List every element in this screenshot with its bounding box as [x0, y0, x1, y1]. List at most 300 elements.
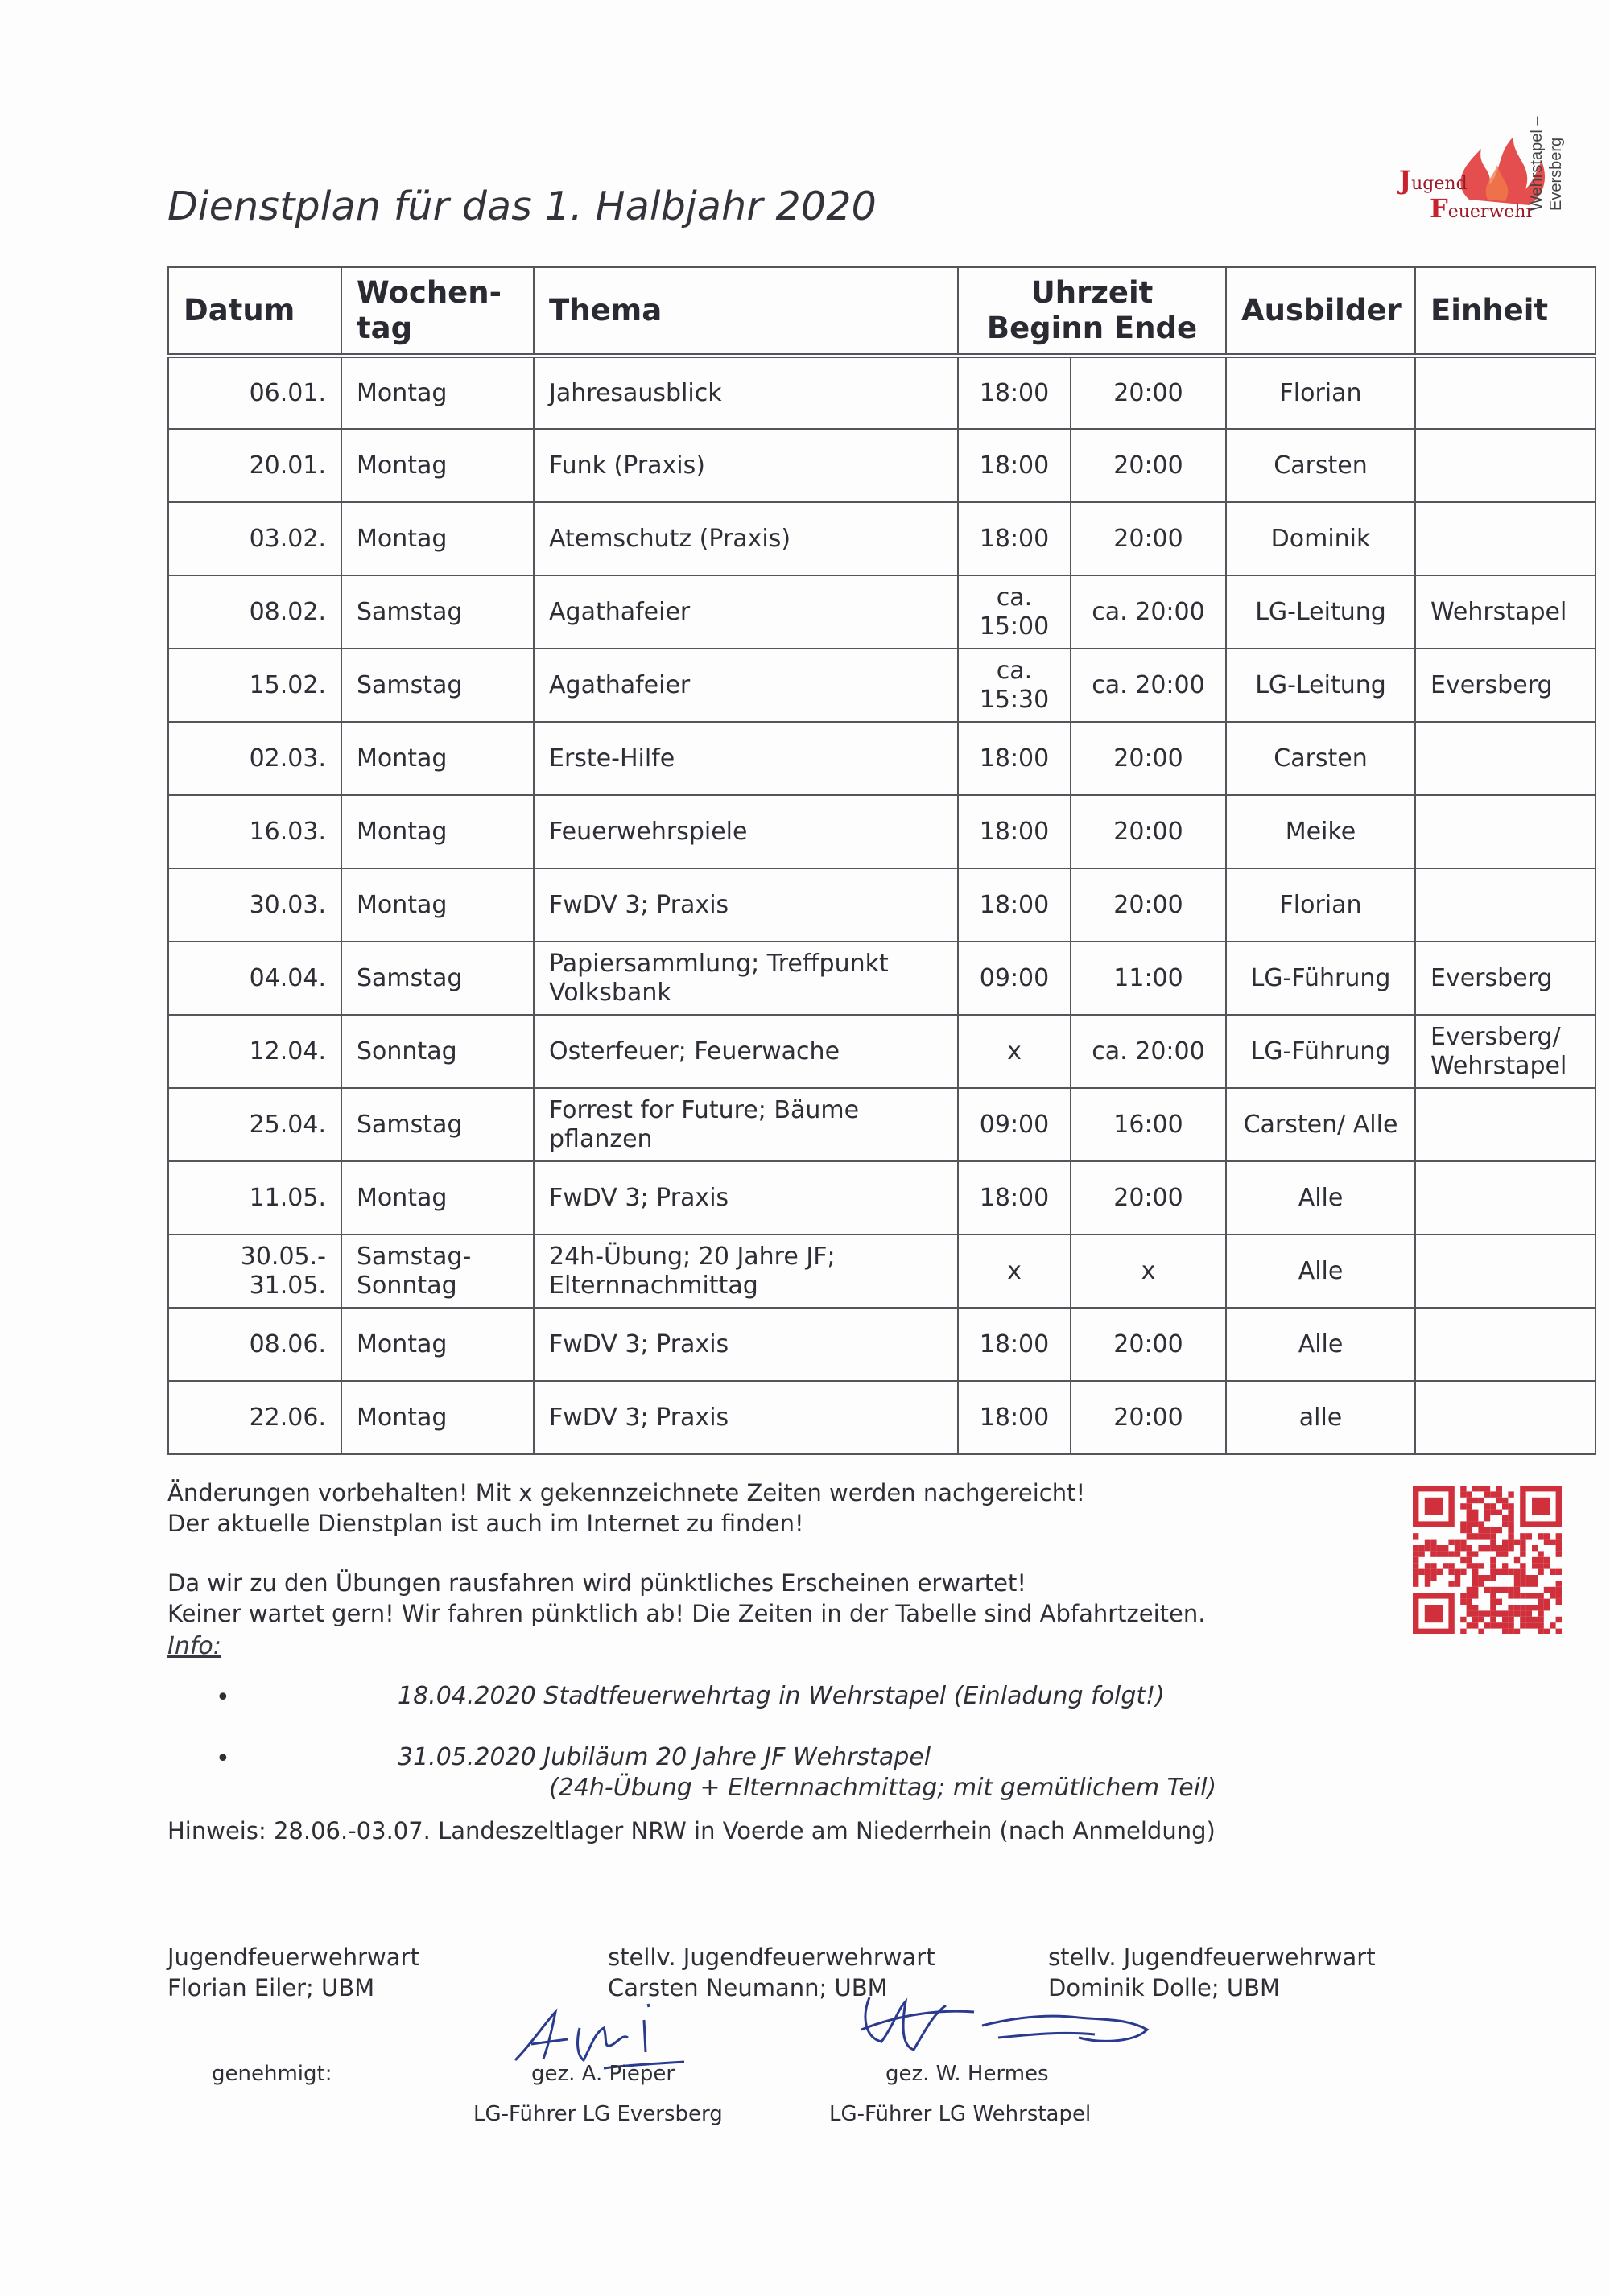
cell-datum: 12.04. — [168, 1015, 341, 1088]
qr-module — [1514, 1540, 1520, 1545]
qr-module — [1460, 1540, 1466, 1545]
cell-einheit — [1415, 722, 1596, 795]
cell-ende: 16:00 — [1071, 1088, 1226, 1161]
cell-beginn: 09:00 — [958, 942, 1071, 1015]
qr-module — [1520, 1617, 1525, 1622]
hinweis-text: Hinweis: 28.06.-03.07. Landeszeltlager NRW in Voerde am Niederrhein (nach Anmeldung) — [167, 1817, 1216, 1845]
qr-module — [1496, 1551, 1502, 1556]
qr-module — [1520, 1569, 1525, 1575]
cell-thema: Atemschutz (Praxis) — [534, 502, 958, 575]
cell-einheit — [1415, 356, 1596, 429]
cell-ausbilder: Carsten — [1226, 722, 1415, 795]
qr-module — [1460, 1629, 1466, 1634]
qr-module — [1490, 1617, 1496, 1622]
cell-ende: 20:00 — [1071, 722, 1226, 795]
qr-module — [1484, 1491, 1490, 1497]
qr-module — [1502, 1629, 1508, 1634]
cell-thema: Agathafeier — [534, 649, 958, 722]
cell-einheit: Eversberg — [1415, 649, 1596, 722]
logo-text-jugend: Jugend — [1399, 165, 1468, 196]
qr-module — [1478, 1521, 1484, 1527]
cell-einheit — [1415, 1308, 1596, 1381]
qr-module — [1490, 1610, 1496, 1616]
qr-module — [1467, 1503, 1472, 1509]
table-header-row — [168, 267, 1596, 356]
qr-module — [1460, 1521, 1466, 1527]
qr-module — [1520, 1533, 1525, 1539]
qr-module — [1472, 1617, 1478, 1622]
qr-module — [1538, 1593, 1543, 1598]
cell-ausbilder: Florian — [1226, 868, 1415, 942]
qr-module — [1532, 1557, 1538, 1563]
signature-col-1: Jugendfeuerwehrwart Florian Eiler; UBM — [167, 1944, 419, 2001]
qr-module — [1448, 1551, 1454, 1556]
qr-module — [1490, 1587, 1496, 1593]
qr-module — [1490, 1540, 1496, 1545]
qr-module — [1425, 1581, 1430, 1586]
qr-module — [1550, 1593, 1555, 1598]
cell-wochentag: Samstag — [341, 575, 534, 649]
qr-module — [1425, 1498, 1443, 1515]
qr-module — [1550, 1587, 1555, 1593]
qr-module — [1413, 1533, 1418, 1539]
qr-module — [1538, 1629, 1543, 1634]
cell-datum: 08.06. — [168, 1308, 341, 1381]
cell-ausbilder: Carsten — [1226, 429, 1415, 502]
cell-wochentag: Samstag — [341, 942, 534, 1015]
cell-ausbilder: LG-Leitung — [1226, 575, 1415, 649]
qr-module — [1490, 1599, 1496, 1605]
qr-module — [1496, 1587, 1502, 1593]
cell-wochentag: Sonntag — [341, 1015, 534, 1088]
qr-module — [1472, 1551, 1478, 1556]
qr-module — [1544, 1533, 1550, 1539]
cell-datum: 04.04. — [168, 942, 341, 1015]
cell-datum: 16.03. — [168, 795, 341, 868]
qr-module — [1544, 1540, 1550, 1545]
qr-module — [1502, 1551, 1508, 1556]
table-row — [168, 722, 1596, 795]
info-item-2: 31.05.2020 Jubiläum 20 Jahre JF Wehrstapel (24h-Übung + Elternnachmittag; mit gemütlichem Teil) — [398, 1743, 1217, 1802]
qr-module — [1467, 1610, 1472, 1616]
qr-module — [1467, 1557, 1472, 1563]
qr-module — [1437, 1569, 1443, 1575]
qr-module — [1478, 1610, 1484, 1616]
qr-module — [1472, 1575, 1478, 1581]
cell-ende: 20:00 — [1071, 795, 1226, 868]
cell-beginn: 18:00 — [958, 356, 1071, 429]
qr-module — [1467, 1521, 1472, 1527]
cell-wochentag: Samstag — [341, 649, 534, 722]
qr-module — [1472, 1610, 1478, 1616]
table-row — [168, 1015, 1596, 1088]
qr-module — [1526, 1610, 1532, 1616]
qr-module — [1472, 1587, 1478, 1593]
qr-module — [1460, 1599, 1466, 1605]
cell-einheit — [1415, 1235, 1596, 1308]
cell-beginn: ca. 15:30 — [958, 649, 1071, 722]
qr-module — [1520, 1605, 1525, 1610]
qr-module — [1413, 1551, 1418, 1556]
qr-module — [1520, 1540, 1525, 1545]
qr-module — [1496, 1510, 1502, 1515]
qr-module — [1418, 1551, 1424, 1556]
qr-module — [1467, 1599, 1472, 1605]
qr-module — [1430, 1545, 1436, 1551]
table-row — [168, 795, 1596, 868]
qr-module — [1425, 1569, 1430, 1575]
qr-module — [1556, 1629, 1562, 1634]
header-uhrzeit: Uhrzeit Beginn Ende — [958, 267, 1226, 356]
qr-module — [1490, 1575, 1496, 1581]
qr-module — [1556, 1617, 1562, 1622]
note-line: Da wir zu den Übungen rausfahren wird pünktliches Erscheinen erwartet! — [167, 1569, 1026, 1597]
cell-beginn: x — [958, 1235, 1071, 1308]
qr-module — [1472, 1533, 1478, 1539]
qr-module — [1550, 1622, 1555, 1628]
header-datum: Datum — [168, 267, 341, 356]
cell-thema: FwDV 3; Praxis — [534, 1161, 958, 1235]
notes-block — [167, 1478, 1205, 1629]
qr-module — [1514, 1629, 1520, 1634]
qr-module — [1532, 1498, 1550, 1515]
qr-module — [1508, 1503, 1513, 1509]
cell-ende: ca. 20:00 — [1071, 575, 1226, 649]
qr-module — [1556, 1581, 1562, 1586]
qr-module — [1460, 1491, 1466, 1497]
cell-wochentag: Montag — [341, 429, 534, 502]
table-row — [168, 1161, 1596, 1235]
qr-module — [1556, 1551, 1562, 1556]
qr-module — [1478, 1527, 1484, 1533]
qr-module — [1460, 1569, 1466, 1575]
logo-vertical-text: Wehrstapel – Eversberg — [1528, 116, 1565, 211]
cell-ende: 20:00 — [1071, 502, 1226, 575]
qr-module — [1508, 1569, 1513, 1575]
qr-module — [1496, 1599, 1502, 1605]
qr-module — [1538, 1551, 1543, 1556]
qr-module — [1520, 1545, 1525, 1551]
qr-module — [1556, 1587, 1562, 1593]
qr-module — [1508, 1610, 1513, 1616]
cell-einheit — [1415, 502, 1596, 575]
cell-thema: FwDV 3; Praxis — [534, 1381, 958, 1454]
note-line: Änderungen vorbehalten! Mit x gekennzeichnete Zeiten werden nachgereicht! — [167, 1479, 1086, 1507]
qr-module — [1425, 1575, 1430, 1581]
qr-module — [1496, 1610, 1502, 1616]
qr-module — [1430, 1575, 1436, 1581]
qr-module — [1478, 1533, 1484, 1539]
qr-module — [1502, 1610, 1508, 1616]
cell-ende: 20:00 — [1071, 429, 1226, 502]
qr-module — [1526, 1581, 1532, 1586]
cell-ausbilder: Alle — [1226, 1235, 1415, 1308]
qr-module — [1418, 1569, 1424, 1575]
qr-module — [1443, 1551, 1448, 1556]
cell-thema: Jahresausblick — [534, 356, 958, 429]
qr-module — [1490, 1510, 1496, 1515]
qr-module — [1472, 1593, 1478, 1598]
qr-module — [1455, 1581, 1460, 1586]
qr-module — [1508, 1587, 1513, 1593]
logo-text-feuerwehr: Feuerwehr — [1430, 193, 1534, 224]
cell-ende: x — [1071, 1235, 1226, 1308]
qr-module — [1550, 1569, 1555, 1575]
cell-einheit: Wehrstapel — [1415, 575, 1596, 649]
qr-module — [1455, 1540, 1460, 1545]
qr-module — [1538, 1610, 1543, 1616]
table-row — [168, 502, 1596, 575]
cell-einheit: Eversberg — [1415, 942, 1596, 1015]
qr-module — [1425, 1605, 1443, 1622]
cell-ausbilder: alle — [1226, 1381, 1415, 1454]
cell-ende: 20:00 — [1071, 356, 1226, 429]
qr-module — [1538, 1557, 1543, 1563]
qr-module — [1520, 1575, 1525, 1581]
qr-module — [1484, 1515, 1490, 1521]
qr-module — [1490, 1527, 1496, 1533]
qr-module — [1455, 1575, 1460, 1581]
qr-module — [1430, 1551, 1436, 1556]
cell-beginn: x — [958, 1015, 1071, 1088]
qr-module — [1502, 1498, 1508, 1503]
qr-module — [1443, 1563, 1448, 1568]
qr-module — [1490, 1569, 1496, 1575]
cell-thema: Erste-Hilfe — [534, 722, 958, 795]
qr-module — [1514, 1587, 1520, 1593]
qr-module — [1460, 1527, 1466, 1533]
info-item-1: 18.04.2020 Stadtfeuerwehrtag in Wehrstapel (Einladung folgt!) — [398, 1682, 1165, 1710]
qr-module — [1502, 1540, 1508, 1545]
cell-wochentag: Montag — [341, 868, 534, 942]
qr-module — [1478, 1498, 1484, 1503]
qr-module — [1448, 1569, 1454, 1575]
cell-beginn: 18:00 — [958, 1161, 1071, 1235]
qr-module — [1472, 1515, 1478, 1521]
qr-module — [1508, 1527, 1513, 1533]
qr-module — [1508, 1491, 1513, 1497]
cell-thema: Funk (Praxis) — [534, 429, 958, 502]
cell-datum: 25.04. — [168, 1088, 341, 1161]
qr-module — [1514, 1593, 1520, 1598]
qr-module — [1508, 1593, 1513, 1598]
qr-module — [1467, 1545, 1472, 1551]
qr-module — [1413, 1563, 1418, 1568]
qr-module — [1502, 1587, 1508, 1593]
qr-module — [1520, 1581, 1525, 1586]
cell-ausbilder: Alle — [1226, 1161, 1415, 1235]
genehmigt-label: genehmigt: — [212, 2062, 332, 2086]
qr-module — [1544, 1587, 1550, 1593]
qr-module — [1496, 1622, 1502, 1628]
qr-module — [1455, 1551, 1460, 1556]
cell-wochentag: Montag — [341, 1381, 534, 1454]
qr-module — [1472, 1498, 1478, 1503]
qr-module — [1490, 1545, 1496, 1551]
qr-module — [1508, 1540, 1513, 1545]
table-row — [168, 1381, 1596, 1454]
cell-beginn: 18:00 — [958, 795, 1071, 868]
qr-module — [1556, 1533, 1562, 1539]
cell-einheit — [1415, 795, 1596, 868]
qr-module — [1520, 1610, 1525, 1616]
qr-module — [1556, 1569, 1562, 1575]
qr-module — [1472, 1563, 1478, 1568]
cell-beginn: 18:00 — [958, 1308, 1071, 1381]
qr-module — [1460, 1593, 1466, 1598]
qr-module — [1443, 1545, 1448, 1551]
cell-wochentag: Montag — [341, 722, 534, 795]
qr-module — [1538, 1599, 1543, 1605]
qr-module — [1502, 1569, 1508, 1575]
header-einheit: Einheit — [1415, 267, 1596, 356]
cell-datum: 03.02. — [168, 502, 341, 575]
qr-module — [1532, 1545, 1538, 1551]
qr-module — [1508, 1515, 1513, 1521]
gez-hermes: gez. W. Hermes — [886, 2062, 1049, 2086]
qr-module — [1508, 1617, 1513, 1622]
qr-module — [1484, 1503, 1490, 1509]
qr-module — [1478, 1486, 1484, 1491]
qr-module — [1413, 1581, 1418, 1586]
qr-module — [1413, 1575, 1418, 1581]
qr-module — [1478, 1575, 1484, 1581]
qr-module — [1490, 1605, 1496, 1610]
qr-module — [1496, 1569, 1502, 1575]
qr-module — [1484, 1622, 1490, 1628]
cell-datum: 11.05. — [168, 1161, 341, 1235]
table-row — [168, 1308, 1596, 1381]
table-row — [168, 1088, 1596, 1161]
header-thema: Thema — [534, 267, 958, 356]
cell-beginn: 09:00 — [958, 1088, 1071, 1161]
qr-module — [1544, 1629, 1550, 1634]
cell-datum: 06.01. — [168, 356, 341, 429]
qr-module — [1520, 1622, 1525, 1628]
cell-ende: 11:00 — [1071, 942, 1226, 1015]
qr-module — [1496, 1491, 1502, 1497]
qr-module — [1490, 1563, 1496, 1568]
qr-module — [1508, 1629, 1513, 1634]
cell-einheit — [1415, 429, 1596, 502]
qr-module — [1472, 1605, 1478, 1610]
qr-module — [1538, 1563, 1543, 1568]
gez-pieper: gez. A. Pieper — [531, 2062, 675, 2086]
qr-module — [1467, 1533, 1472, 1539]
qr-module — [1508, 1545, 1513, 1551]
qr-module — [1484, 1486, 1490, 1491]
qr-module — [1460, 1617, 1466, 1622]
cell-beginn: 18:00 — [958, 1381, 1071, 1454]
qr-module — [1538, 1605, 1543, 1610]
qr-module — [1520, 1551, 1525, 1556]
qr-module — [1478, 1581, 1484, 1586]
qr-module — [1508, 1521, 1513, 1527]
qr-module — [1526, 1622, 1532, 1628]
signature-col-3: stellv. Jugendfeuerwehrwart Dominik Dolle; UBM — [1048, 1944, 1376, 2001]
qr-module — [1514, 1610, 1520, 1616]
qr-module — [1478, 1563, 1484, 1568]
qr-module — [1520, 1563, 1525, 1568]
qr-module — [1508, 1622, 1513, 1628]
cell-thema: Forrest for Future; Bäume pflanzen — [534, 1088, 958, 1161]
note-line: Keiner wartet gern! Wir fahren pünktlich ab! Die Zeiten in der Tabelle sind Abfahrtzeiten. — [167, 1600, 1206, 1627]
qr-module — [1532, 1617, 1538, 1622]
qr-module — [1532, 1563, 1538, 1568]
qr-module — [1484, 1527, 1490, 1533]
qr-module — [1490, 1593, 1496, 1598]
cell-einheit — [1415, 1088, 1596, 1161]
qr-module — [1413, 1545, 1418, 1551]
cell-thema: Osterfeuer; Feuerwache — [534, 1015, 958, 1088]
qr-module — [1514, 1581, 1520, 1586]
qr-module — [1484, 1545, 1490, 1551]
cell-ausbilder: Meike — [1226, 795, 1415, 868]
qr-module — [1448, 1563, 1454, 1568]
cell-datum: 22.06. — [168, 1381, 341, 1454]
qr-module — [1413, 1569, 1418, 1575]
qr-module — [1502, 1515, 1508, 1521]
cell-datum: 30.03. — [168, 868, 341, 942]
qr-module — [1472, 1486, 1478, 1491]
qr-module — [1472, 1581, 1478, 1586]
cell-beginn: 18:00 — [958, 429, 1071, 502]
qr-module — [1514, 1605, 1520, 1610]
qr-module — [1538, 1569, 1543, 1575]
cell-ende: 20:00 — [1071, 868, 1226, 942]
cell-ausbilder: LG-Leitung — [1226, 649, 1415, 722]
qr-module — [1460, 1503, 1466, 1509]
qr-module — [1478, 1545, 1484, 1551]
qr-module — [1526, 1575, 1532, 1581]
cell-ende: 20:00 — [1071, 1161, 1226, 1235]
table-row — [168, 1235, 1596, 1308]
qr-module — [1467, 1491, 1472, 1497]
cell-wochentag: Montag — [341, 1308, 534, 1381]
qr-module — [1484, 1533, 1490, 1539]
qr-module — [1467, 1587, 1472, 1593]
qr-module — [1544, 1599, 1550, 1605]
qr-module — [1556, 1545, 1562, 1551]
qr-module — [1467, 1527, 1472, 1533]
qr-module — [1502, 1622, 1508, 1628]
cell-datum: 15.02. — [168, 649, 341, 722]
qr-module — [1514, 1575, 1520, 1581]
qr-module — [1478, 1629, 1484, 1634]
qr-module — [1467, 1605, 1472, 1610]
qr-module — [1472, 1622, 1478, 1628]
cell-wochentag: Montag — [341, 502, 534, 575]
cell-thema: Papiersammlung; Treffpunkt Volksbank — [534, 942, 958, 1015]
bullet-icon: • — [216, 1745, 230, 1773]
qr-module — [1418, 1545, 1424, 1551]
qr-module — [1526, 1605, 1532, 1610]
qr-module — [1467, 1551, 1472, 1556]
qr-module — [1544, 1557, 1550, 1563]
cell-wochentag: Samstag- Sonntag — [341, 1235, 534, 1308]
qr-module — [1484, 1587, 1490, 1593]
qr-module — [1437, 1551, 1443, 1556]
cell-beginn: 18:00 — [958, 722, 1071, 795]
qr-module — [1448, 1540, 1454, 1545]
signature-hermes — [837, 1981, 1175, 2070]
qr-module — [1508, 1605, 1513, 1610]
qr-module — [1490, 1503, 1496, 1509]
cell-einheit — [1415, 868, 1596, 942]
qr-module — [1460, 1557, 1466, 1563]
qr-module — [1467, 1498, 1472, 1503]
header-ausbilder: Ausbilder — [1226, 267, 1415, 356]
